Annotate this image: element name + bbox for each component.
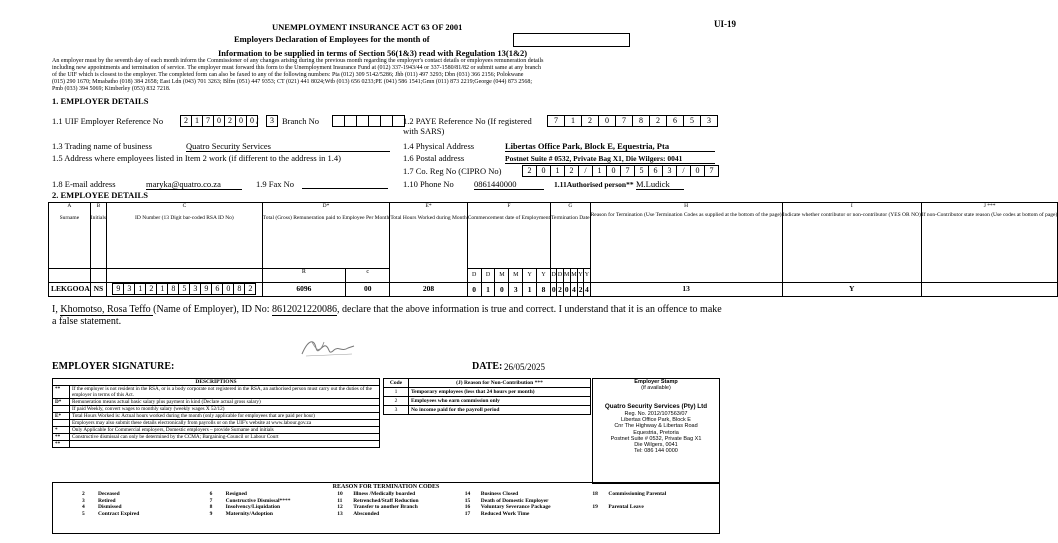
description-row xyxy=(53,427,380,434)
termination-title: REASON FOR TERMINATION CODES xyxy=(332,484,440,490)
termination-reason: Retrenched/Staff Reduction xyxy=(353,497,419,504)
noncontribution-reason: No income paid for the payroll period xyxy=(409,406,591,415)
info-title: Information to be supplied in terms of Section 56(1&3) read with Regulation 13(1&2) xyxy=(218,48,528,58)
date-subheader: M xyxy=(570,269,577,283)
declaration-text: I, xyxy=(52,304,61,315)
stamp-line: Equestria, Pretoria xyxy=(633,429,679,436)
coreg-digit: / xyxy=(677,165,691,177)
description-key xyxy=(53,420,70,427)
date-subheader: M xyxy=(495,269,509,283)
termination-reason: Voluntary Severance Package xyxy=(480,504,551,510)
termination-reason: Commissioning Parental xyxy=(608,491,667,497)
cents-label: c xyxy=(346,269,390,283)
termination-code: 15 xyxy=(464,497,471,504)
paye-digit: 5 xyxy=(684,115,701,127)
description-text: Total Hours Worked is: Actual hours worked during the month (only applicable for employees that are paid per hour) xyxy=(70,413,380,420)
noncontribution-row xyxy=(384,388,591,397)
col-letter: J *** xyxy=(983,203,996,209)
phone-field[interactable]: 0861440000 xyxy=(474,179,544,190)
termination-reason: Business Closed xyxy=(480,491,519,497)
stamp-line: Die Wilgers, 0041 xyxy=(634,441,678,448)
paye-digit: 6 xyxy=(667,115,684,127)
employee-row xyxy=(49,283,1058,297)
description-row xyxy=(53,434,380,441)
coreg-digit: 7 xyxy=(705,165,719,177)
termination-code: 7 xyxy=(209,497,213,504)
uif-label: 1.1 UIF Employer Reference No xyxy=(52,116,164,126)
employer-id-number[interactable]: 8612021220086 xyxy=(272,304,338,315)
stamp-company: Quatro Security Services (Pty) Ltd xyxy=(604,403,708,411)
coreg-digit: 1 xyxy=(593,165,607,177)
col-letter: H xyxy=(684,203,689,209)
declaration-text: , declare that the above information is true and correct. I understand that it is an offence to make xyxy=(337,304,722,315)
col-label: Total Hours Worked during Month xyxy=(390,214,467,221)
code-header: Code xyxy=(384,379,409,388)
branch-cell xyxy=(369,115,381,127)
termination-code: 14 xyxy=(464,491,471,497)
date-subheader: Y xyxy=(523,269,537,283)
noncontribution-code: 1 xyxy=(384,388,409,397)
sub-empty xyxy=(107,269,263,283)
col-a-header xyxy=(49,203,91,269)
col-letter: G xyxy=(568,203,573,209)
paye-digit: 8 xyxy=(633,115,650,127)
termination-reason: Deceased xyxy=(98,491,120,497)
date-subheader: Y xyxy=(577,269,583,283)
paye-digit: 2 xyxy=(582,115,599,127)
uif-reference-digits[interactable] xyxy=(180,115,258,127)
end-date-digit[interactable]: 0 xyxy=(551,283,557,297)
employee-section-title: 2. EMPLOYEE DETAILS xyxy=(52,190,148,200)
stamp-subtitle: (if available) xyxy=(641,385,671,392)
form-code: UI-19 xyxy=(714,19,736,29)
description-text: Constructive dismissal can only be determined by the CCMA; Bargaining-Council or Labour Court xyxy=(70,434,380,441)
col-label: If non-Contributor state reason (Use codes at bottom of page) xyxy=(921,211,1058,218)
end-date-digit[interactable]: 4 xyxy=(584,283,590,297)
surname-cell[interactable]: LEKGOOA xyxy=(49,283,91,297)
phone-label: 1.10 Phone No xyxy=(403,179,454,189)
hours-cell[interactable]: 208 xyxy=(390,283,467,297)
description-row xyxy=(53,386,380,399)
termination-code: 12 xyxy=(337,504,343,510)
initials-cell[interactable]: NS xyxy=(90,283,106,297)
descriptions-title: DESCRIPTIONS xyxy=(53,379,380,386)
uif-digit: 0 xyxy=(214,115,225,127)
reason-header: (J) Reason for Non-Contribution *** xyxy=(409,379,591,388)
termination-code: 6 xyxy=(209,491,213,497)
termination-code: 5 xyxy=(82,510,85,517)
id-digit: 1 xyxy=(157,283,168,295)
intro-line-3: of the UIF which is closest to the employer. The completed form can also be faxed to any of the following numbers: Pta (012) 309 5142/5286; Jhb (011) 497 3293; Dbn (031) 366 2156; Polokwane xyxy=(52,72,524,78)
termination-code: 8 xyxy=(209,504,213,510)
description-text: If paid Weekly, convert wages to monthly salary (weekly wages X 52/12) xyxy=(70,406,380,413)
termination-column xyxy=(591,491,719,517)
signature-image xyxy=(298,334,358,362)
branch-label: Branch No xyxy=(282,116,320,126)
col-letter: I xyxy=(850,203,853,209)
termination-code: 19 xyxy=(592,504,598,510)
descriptions-table xyxy=(52,378,380,448)
stamp-line: Tel: 086 144 0000 xyxy=(634,448,678,455)
paye-digit: 1 xyxy=(565,115,582,127)
coreg-digits[interactable] xyxy=(522,165,719,177)
description-key: D* xyxy=(53,399,70,406)
start-date-digit[interactable]: 0 xyxy=(467,283,481,297)
termination-codes-box xyxy=(52,482,720,534)
sub-empty xyxy=(49,269,91,283)
end-date-digit[interactable]: 4 xyxy=(570,283,577,297)
coreg-digit: 0 xyxy=(691,165,705,177)
termination-reason: Retired xyxy=(98,497,116,504)
postal-address-label: 1.6 Postal address xyxy=(403,153,465,163)
col-label: Reason for Termination (Use Termination Codes as supplied at the bottom of the page) xyxy=(590,211,782,218)
coreg-digit: 0 xyxy=(607,165,621,177)
col-letter: E* xyxy=(425,203,432,209)
id-digit: 9 xyxy=(201,283,212,295)
date-subheader: D xyxy=(551,269,557,283)
termination-columns xyxy=(53,491,719,517)
stamp-title: Employer Stamp xyxy=(634,379,678,385)
start-date-digit[interactable]: 3 xyxy=(509,283,523,297)
termination-code: 3 xyxy=(82,497,85,504)
termination-reason: Resigned xyxy=(225,491,247,497)
intro-line-5: Pmb (033) 394 5069; Kimberley (053) 832 7218. xyxy=(52,86,171,92)
date-subheader: M xyxy=(509,269,523,283)
date-subheader: M xyxy=(563,269,570,283)
id-digit: 1 xyxy=(135,283,146,295)
reason-cell[interactable]: 13 xyxy=(590,283,782,297)
stamp-line: Reg. No. 2012/107563/07 xyxy=(624,410,688,417)
coreg-digit: 6 xyxy=(649,165,663,177)
termination-reason: Reduced Work Time xyxy=(480,510,530,517)
coreg-digit: 2 xyxy=(522,165,537,177)
id-digit: 8 xyxy=(168,283,179,295)
description-row xyxy=(53,413,380,420)
email-label: 1.8 E-mail address xyxy=(52,179,116,189)
id-digit: 0 xyxy=(223,283,234,295)
description-key: ** xyxy=(53,441,70,448)
col-label: Total (Gross) Remuneration paid to Employee Per Month xyxy=(262,214,390,221)
branch-cell xyxy=(332,115,345,127)
coreg-label: 1.7 Co. Reg No (CIPRO No) xyxy=(403,166,502,176)
start-date-digit[interactable]: 1 xyxy=(481,283,495,297)
uif-digit: 2 xyxy=(225,115,236,127)
id-digit: 5 xyxy=(179,283,190,295)
coreg-digit: 0 xyxy=(537,165,551,177)
fax-label: 1.9 Fax No xyxy=(256,179,295,189)
col-label: ID Number (13 Digit bar-coded RSA ID No) xyxy=(135,214,234,221)
termination-code: 9 xyxy=(209,510,213,517)
uif-digit: 0 xyxy=(247,115,258,127)
termination-code: 13 xyxy=(337,510,343,517)
end-date-digit[interactable]: 2 xyxy=(577,283,583,297)
id-digit: 6 xyxy=(212,283,223,295)
col-label: Surname xyxy=(59,214,80,221)
termination-reason: Dismissed xyxy=(98,504,122,510)
coreg-digit: 5 xyxy=(635,165,649,177)
coreg-digit: 2 xyxy=(565,165,579,177)
noncontribution-row xyxy=(384,397,591,406)
id-digit: 2 xyxy=(245,283,256,295)
fax-field[interactable] xyxy=(302,188,388,189)
termination-reason: Maternity/Adoption xyxy=(225,510,273,517)
start-date-digit[interactable]: 1 xyxy=(523,283,537,297)
authorised-person-label: 1.11Authorised person** xyxy=(554,180,634,189)
description-text: If the employer is not resident in the RSA, or is a body corporate not registered in the RSA, an authorised person must carry out the duties of the employer in terms of this Act. xyxy=(70,386,380,399)
email-field[interactable]: maryka@quatro.co.za xyxy=(146,179,242,190)
signature-label: EMPLOYER SIGNATURE: xyxy=(52,361,175,372)
description-row xyxy=(53,399,380,406)
id-digit: 2 xyxy=(146,283,157,295)
col-letter: A xyxy=(67,203,72,209)
declaration-statement xyxy=(52,304,722,316)
termination-code: 10 xyxy=(337,491,343,497)
physical-address-field[interactable]: Libertas Office Park, Block E, Equestria, Pta xyxy=(505,141,715,152)
uif-separator: / xyxy=(256,116,259,126)
termination-code: 18 xyxy=(592,491,598,497)
branch-cell xyxy=(357,115,369,127)
cents-cell[interactable]: 00 xyxy=(346,283,390,297)
branch-digits[interactable] xyxy=(332,115,405,127)
paye-digit: 7 xyxy=(616,115,633,127)
trading-name-field[interactable]: Quatro Security Services xyxy=(186,141,390,152)
termination-code: 16 xyxy=(464,504,471,510)
employee-table xyxy=(48,202,1058,297)
col-label: Indicate whether contributor or non-contributor (YES OR NO) xyxy=(782,211,921,218)
termination-code: 2 xyxy=(82,491,85,497)
description-key: * xyxy=(53,427,70,434)
uif-digit: 0 xyxy=(236,115,247,127)
month-input[interactable] xyxy=(513,33,630,47)
noncontribution-reason: Employees who earn commission only xyxy=(409,397,591,406)
noncontribution-code: 3 xyxy=(384,406,409,415)
date-label: DATE: xyxy=(472,361,503,372)
date-subheader: D xyxy=(481,269,495,283)
description-text xyxy=(70,441,380,448)
col-j-header xyxy=(921,203,1057,283)
id-digit: 3 xyxy=(124,283,135,295)
col-i-header xyxy=(782,203,921,283)
col-label: Termination Date xyxy=(551,214,590,221)
employer-section-title: 1. EMPLOYER DETAILS xyxy=(52,96,149,106)
termination-reason: Contract Expired xyxy=(98,510,140,517)
col-e-header xyxy=(390,203,467,283)
termination-column xyxy=(336,491,464,517)
branch-cell xyxy=(345,115,357,127)
uif-digit: 7 xyxy=(203,115,214,127)
coreg-digit: 1 xyxy=(551,165,565,177)
termination-code: 4 xyxy=(82,504,85,510)
termination-reason: Insolvency/Liquidation xyxy=(225,504,281,510)
uif-digit: 2 xyxy=(180,115,192,127)
contributor-cell[interactable]: Y xyxy=(782,283,921,297)
work-address-label: 1.5 Address where employees listed in Item 2 work (if different to the address in 1.4) xyxy=(52,153,342,163)
col-letter: F xyxy=(507,203,511,209)
termination-reason: Parental Leave xyxy=(608,504,644,510)
col-label: Initials xyxy=(90,214,107,221)
id-digit: 8 xyxy=(234,283,245,295)
date-subheader: Y xyxy=(537,269,551,283)
noncontribution-table xyxy=(383,378,591,415)
description-row xyxy=(53,406,380,413)
paye-label: 1.2 PAYE Reference No (If registered with SARS) xyxy=(403,116,532,136)
rands-label: R xyxy=(262,269,345,283)
id-digit: 3 xyxy=(190,283,201,295)
termination-reason: Absconded xyxy=(353,510,380,517)
termination-reason: Death of Domestic Employer xyxy=(480,497,549,504)
declaration-text: (Name of Employer), ID No: xyxy=(153,304,273,315)
col-f-header xyxy=(467,203,550,269)
uif-branch-digit[interactable] xyxy=(266,115,278,127)
col-d-header xyxy=(262,203,390,269)
noncontribution-reason: Temporary employees (less that 24 hours per month) xyxy=(409,388,591,397)
declaration-line-2: a false statement. xyxy=(52,316,122,327)
noncontrib-reason-cell[interactable] xyxy=(921,283,1057,297)
id-digits xyxy=(107,283,262,295)
stamp-line: Cnr The Highway & Libertas Road xyxy=(614,423,698,430)
col-g-header xyxy=(551,203,591,269)
uif-branch-digit-cell: 3 xyxy=(266,115,278,127)
description-text: Remuneration means actual basic salary plus payment in kind (Declare actual gross salary) xyxy=(70,399,380,406)
intro-line-2: including new appointments and termination of service. The employer must forward this form to the Unemployment Insurance Fund at (012) 337-1943/44 or 337-1580/81/82 or submit same at any branch xyxy=(52,65,541,71)
authorised-person-field[interactable]: M.Ludick xyxy=(636,179,684,190)
coreg-digit: 7 xyxy=(621,165,635,177)
postal-address-field[interactable]: Postnet Suite # 0532, Private Bag X1, Die Wilgers: 0041 xyxy=(505,154,715,164)
noncontribution-code: 2 xyxy=(384,397,409,406)
paye-digit: 7 xyxy=(547,115,565,127)
intro-line-4: (015) 290 1670; Mmabatho (018) 384 2658; East Ldn (043) 701 3263; Blfm (051) 447 9353; CT (021) 441 8024;Wtb (013) 656 0233;PE (041) 586 1541;Gmn (011) 873 2219;George (044) 873 2568; xyxy=(52,79,533,85)
employer-stamp-box xyxy=(592,378,720,484)
termination-column xyxy=(464,491,592,517)
uif-digit: 1 xyxy=(192,115,203,127)
col-c-header xyxy=(107,203,263,269)
description-text: Only Applicable for Commercial employers, Domestic employers – provide Surname and initials xyxy=(70,427,380,434)
date-subheader: D xyxy=(467,269,481,283)
col-letter: C xyxy=(182,203,187,209)
stamp-line: Postnet Suite # 0532, Private Bag X1 xyxy=(610,435,702,442)
termination-code: 17 xyxy=(464,510,471,517)
branch-cell xyxy=(381,115,393,127)
start-date-digit[interactable]: 0 xyxy=(495,283,509,297)
signature-date[interactable]: 26/05/2025 xyxy=(504,362,546,372)
col-letter: D* xyxy=(322,203,330,209)
col-letter: B xyxy=(96,203,101,209)
col-b-header xyxy=(90,203,106,269)
paye-reference-digits[interactable] xyxy=(547,115,718,127)
description-row xyxy=(53,441,380,448)
termination-code: 11 xyxy=(337,497,343,504)
end-date-digit[interactable]: 2 xyxy=(557,283,563,297)
coreg-digit: / xyxy=(579,165,593,177)
trading-label: 1.3 Trading name of business xyxy=(52,141,152,151)
paye-digit: 0 xyxy=(599,115,616,127)
termination-reason: Constructive Dismissal**** xyxy=(225,497,291,504)
physical-address-label: 1.4 Physical Address xyxy=(403,141,475,151)
description-row xyxy=(53,420,380,427)
employer-name[interactable]: Khomotso, Rosa Teffo xyxy=(60,304,154,315)
col-label: Commencement date of Employment xyxy=(467,214,551,221)
noncontribution-row xyxy=(384,406,591,415)
description-key: ** xyxy=(53,386,70,399)
description-text: Employers may also submit these details electronically from payrolls or on the UIF's website at www.labour.gov.za xyxy=(70,420,380,427)
act-title: UNEMPLOYMENT INSURANCE ACT 63 OF 2001 xyxy=(272,22,463,32)
date-subheader: Y xyxy=(584,269,590,283)
rands-cell[interactable]: 6096 xyxy=(262,283,345,297)
stamp-line: Libertas Office Park, Block E xyxy=(621,417,691,424)
termination-reason: Transfer to another Branch xyxy=(353,504,418,510)
id-number-cell[interactable] xyxy=(107,283,263,297)
paye-digit: 2 xyxy=(650,115,667,127)
description-key: E* xyxy=(53,413,70,420)
declaration-title: Employers Declaration of Employees for the month of xyxy=(234,34,430,44)
end-date-digit[interactable]: 0 xyxy=(563,283,570,297)
termination-column xyxy=(209,491,337,517)
description-key xyxy=(53,406,70,413)
termination-reason: Illness /Medically boarded xyxy=(353,491,416,497)
start-date-digit[interactable]: 8 xyxy=(537,283,551,297)
termination-column xyxy=(81,491,209,517)
coreg-digit: 3 xyxy=(663,165,677,177)
date-subheader: D xyxy=(557,269,563,283)
id-digit: 9 xyxy=(112,283,124,295)
paye-digit: 3 xyxy=(701,115,718,127)
intro-line-1: An employer must by the seventh day of each month inform the Commissioner of any changes arising during the previous month regarding the employer's contact details or employees remuneration details xyxy=(52,58,544,64)
col-h-header xyxy=(590,203,782,283)
description-key: ** xyxy=(53,434,70,441)
sub-empty xyxy=(90,269,106,283)
